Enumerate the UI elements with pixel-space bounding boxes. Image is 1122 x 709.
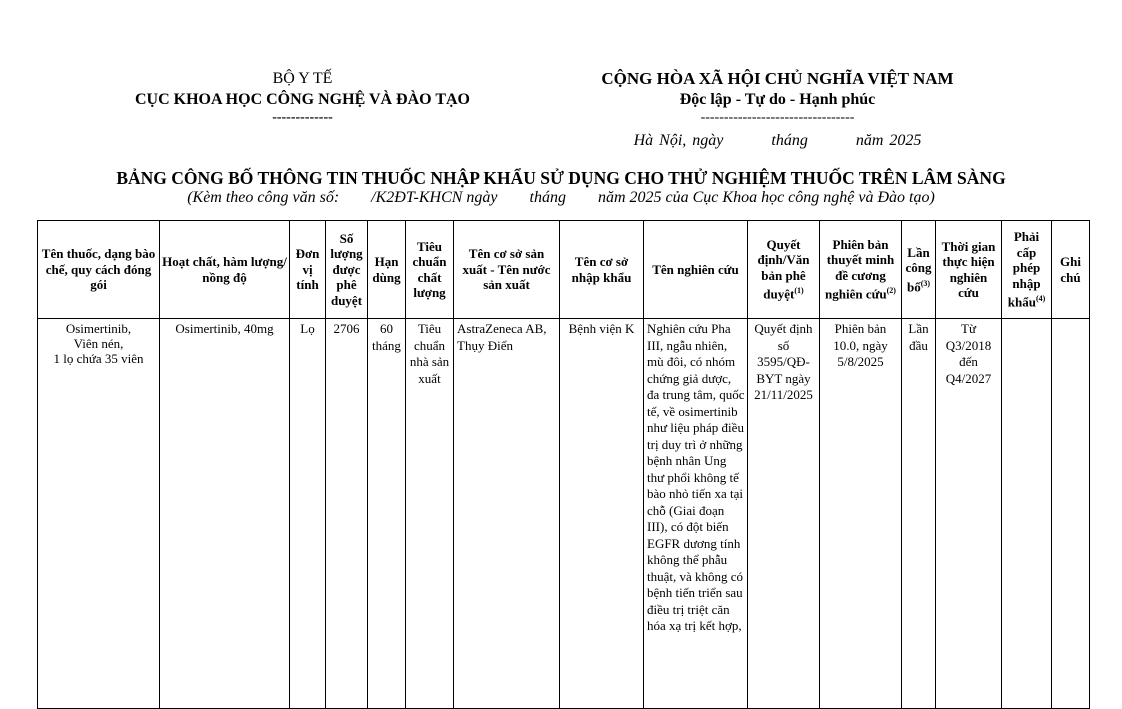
cell-approval-decision: Quyết định số 3595/QĐ-BYT ngày 21/11/2025 <box>748 319 820 709</box>
header-announcement-count: Lần công bố$^{(3)}$ <box>902 221 936 319</box>
header-right-separator: --------------------------------- <box>700 110 855 125</box>
header-unit: Đơn vị tính <box>290 221 326 319</box>
cell-study-name: Nghiên cứu Pha III, ngẫu nhiên, mù đôi, có nhóm chứng giả dược, đa trung tâm, quốc tế, về osimertinib như liệu pháp điều trị duy trì ở những bệnh nhân Ung thư phổi không tế bào nhỏ tiến xa tại chỗ (Giai đoạn III), có đột biến EGFR dương tính không thể phẫu thuật, và không có bệnh tiến triển sau điều trị triệt căn hóa xạ trị kết hợp, <box>644 319 748 709</box>
cell-approved-quantity: 2706 <box>326 319 368 709</box>
header-right <box>560 68 995 150</box>
header-approval-decision: Quyết định/Văn bản phê duyệt$^{(1)}$ <box>748 221 820 319</box>
header-protocol-version: Phiên bản thuyết minh đề cương nghiên cứu$^{(2)}$ <box>820 221 902 319</box>
header-left <box>100 68 505 126</box>
ministry-name: BỘ Y TẾ <box>272 70 333 87</box>
header-manufacturer: Tên cơ sở sản xuất - Tên nước sản xuất <box>454 221 560 319</box>
document-subtitle: (Kèm theo công văn số: /K2ĐT-KHCN ngày tháng năm 2025 của Cục Khoa học công nghệ và Đào tạo) <box>187 189 935 206</box>
header-approved-quantity: Số lượng được phê duyệt <box>326 221 368 319</box>
cell-importer: Bệnh viện K <box>560 319 644 709</box>
national-motto: Độc lập - Tự do - Hạnh phúc <box>679 91 876 108</box>
cell-unit: Lọ <box>290 319 326 709</box>
cell-protocol-version: Phiên bản 10.0, ngày 5/8/2025 <box>820 319 902 709</box>
header-expiry: Hạn dùng <box>368 221 406 319</box>
header-quality-standard: Tiêu chuẩn chất lượng <box>406 221 454 319</box>
cell-announcement-count: Lần đầu <box>902 319 936 709</box>
header-importer: Tên cơ sở nhập khẩu <box>560 221 644 319</box>
header-study-name: Tên nghiên cứu <box>644 221 748 319</box>
cell-quality-standard: Tiêu chuẩn nhà sản xuất <box>406 319 454 709</box>
header-study-period: Thời gian thực hiện nghiên cứu <box>936 221 1002 319</box>
department-name: CỤC KHOA HỌC CÔNG NGHỆ VÀ ĐÀO TẠO <box>135 91 470 108</box>
cell-notes <box>1052 319 1090 709</box>
header-left-separator: ------------- <box>272 110 333 125</box>
date-line: Hà Nội, ngày tháng năm 2025 <box>633 132 922 149</box>
cell-import-license <box>1002 319 1052 709</box>
header-notes: Ghi chú <box>1052 221 1090 319</box>
cell-expiry: 60 tháng <box>368 319 406 709</box>
cell-manufacturer: AstraZeneca AB, Thụy Điển <box>454 319 560 709</box>
table-header-row <box>38 221 1090 319</box>
header-import-license: Phải cấp phép nhập khẩu$^{(4)}$ <box>1002 221 1052 319</box>
header-active-ingredient: Hoạt chất, hàm lượng/ nồng độ <box>160 221 290 319</box>
table-row <box>38 319 1090 709</box>
cell-active-ingredient: Osimertinib, 40mg <box>160 319 290 709</box>
document-title: BẢNG CÔNG BỐ THÔNG TIN THUỐC NHẬP KHẨU SỬ DỤNG CHO THỬ NGHIỆM THUỐC TRÊN LÂM SÀNG <box>116 168 1006 188</box>
country-name: CỘNG HÒA XÃ HỘI CHỦ NGHĨA VIỆT NAM <box>601 69 954 88</box>
header-drug-name: Tên thuốc, dạng bào chế, quy cách đóng gói <box>38 221 160 319</box>
cell-study-period: Từ Q3/2018 đến Q4/2027 <box>936 319 1002 709</box>
cell-drug-name: Osimertinib, Viên nén, 1 lọ chứa 35 viên <box>38 319 160 709</box>
drug-info-table <box>37 220 1090 709</box>
